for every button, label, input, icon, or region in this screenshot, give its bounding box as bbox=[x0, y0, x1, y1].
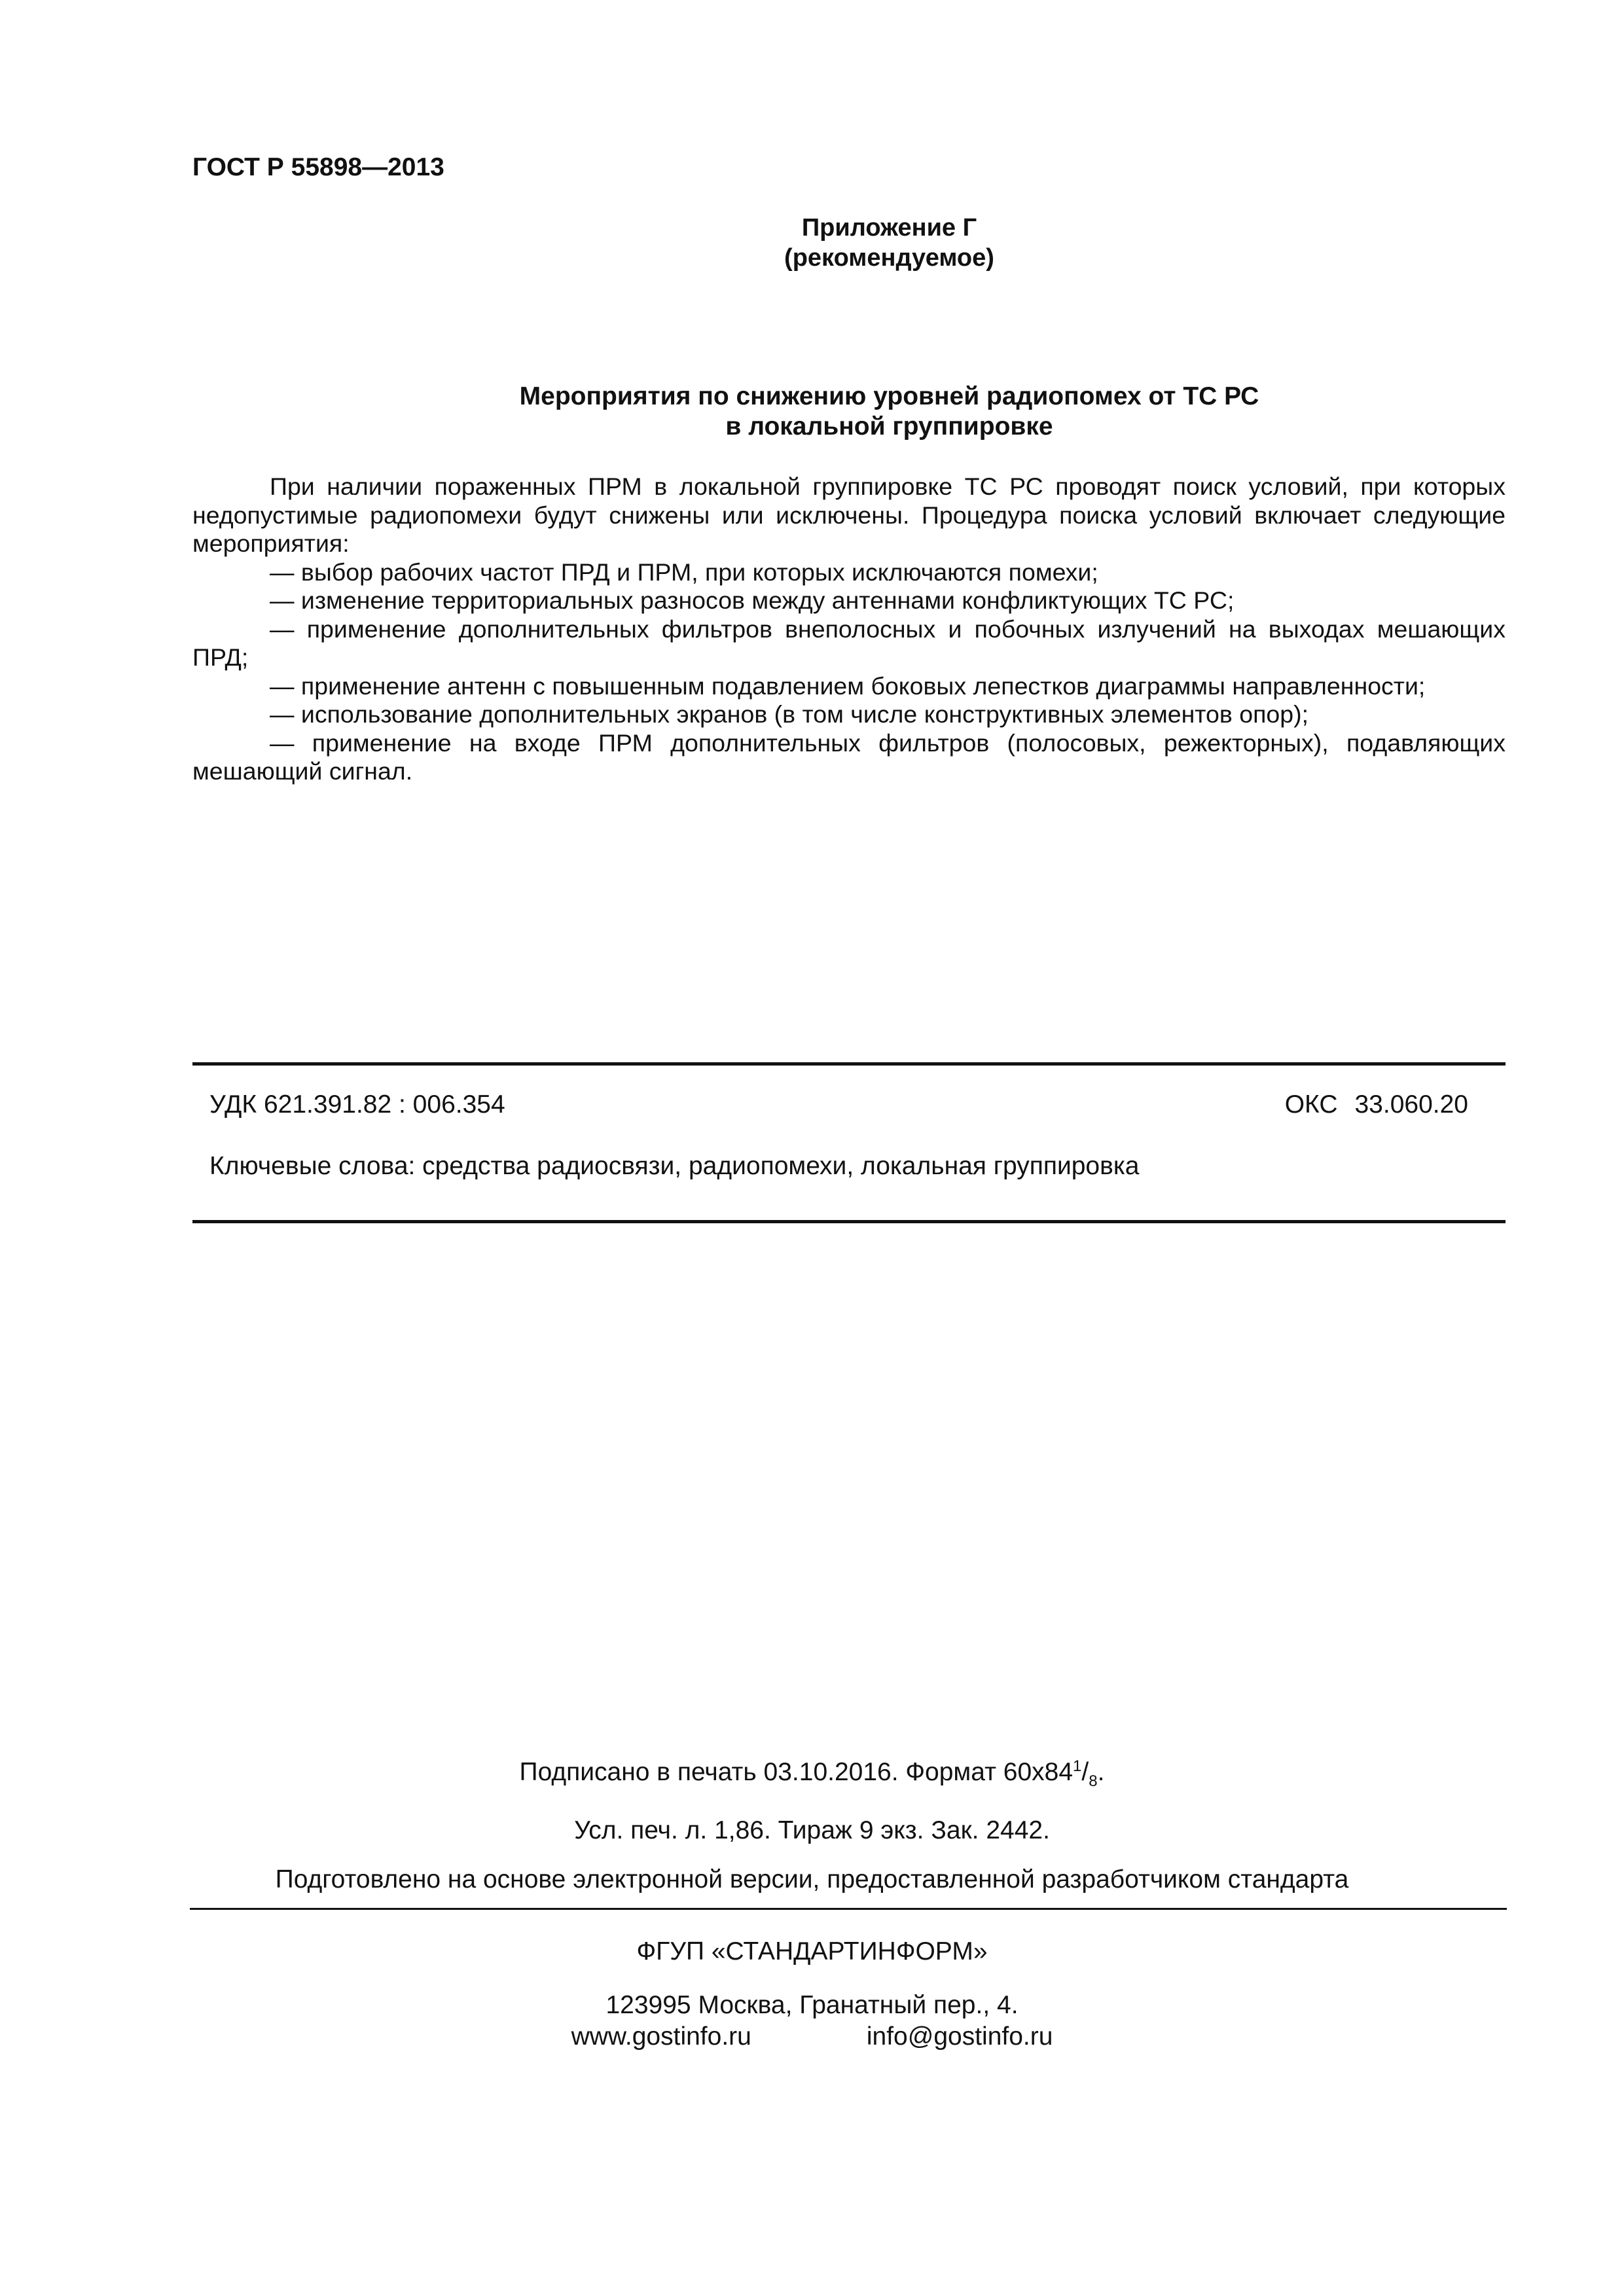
intro-paragraph: При наличии пораженных ПРМ в локальной группировке ТС РС проводят поиск условий, при которых недопустимые радиопомехи будут снижены или исключены. Процедура поиска условий включает следующие мероприятия: bbox=[192, 473, 1506, 557]
imprint-divider bbox=[190, 1908, 1507, 1910]
list-item: — применение на входе ПРМ дополнительных фильтров (полосовых, режекторных), подавляющих мешающий сигнал. bbox=[192, 728, 1506, 785]
appendix-title: Приложение Г bbox=[801, 214, 977, 242]
appendix-status: (рекомендуемое) bbox=[784, 244, 994, 272]
appendix-heading bbox=[0, 213, 1624, 273]
signed-text: Подписано в печать 03.10.2016. Формат 60х84 bbox=[519, 1758, 1074, 1786]
format-end: . bbox=[1097, 1758, 1105, 1786]
publisher-contacts bbox=[0, 2022, 1624, 2051]
list-item: — использование дополнительных экранов (в том числе конструктивных элементов опор); bbox=[270, 700, 1309, 728]
bottom-divider bbox=[192, 1220, 1506, 1223]
email-link[interactable]: info@gostinfo.ru bbox=[866, 2022, 1053, 2051]
oks-code bbox=[1285, 1090, 1468, 1119]
format-denominator: 8 bbox=[1089, 1772, 1098, 1790]
list-item: — применение антенн с повышенным подавлением боковых лепестков диаграммы направленности; bbox=[270, 672, 1426, 700]
oks-value: 33.060.20 bbox=[1354, 1090, 1468, 1119]
list-item: — выбор рабочих частот ПРД и ПРМ, при которых исключаются помехи; bbox=[270, 558, 1098, 586]
oks-label: ОКС bbox=[1284, 1090, 1338, 1119]
signed-for-print bbox=[0, 1757, 1624, 1791]
section-title-line-1: Мероприятия по снижению уровней радиопомех от ТС РС bbox=[519, 382, 1259, 410]
website-link[interactable]: www.gostinfo.ru bbox=[571, 2022, 751, 2051]
format-numerator: 1 bbox=[1073, 1757, 1082, 1775]
print-sheets: Усл. печ. л. 1,86. Тираж 9 экз. Зак. 2442. bbox=[574, 1816, 1050, 1844]
publisher-address: 123995 Москва, Гранатный пер., 4. bbox=[605, 1991, 1019, 2019]
publisher-name: ФГУП «СТАНДАРТИНФОРМ» bbox=[636, 1937, 988, 1965]
document-code: ГОСТ Р 55898—2013 bbox=[192, 153, 444, 181]
keywords: Ключевые слова: средства радиосвязи, радиопомехи, локальная группировка bbox=[209, 1152, 1140, 1180]
body-text bbox=[192, 473, 1506, 786]
format-slash: / bbox=[1081, 1758, 1089, 1786]
top-divider bbox=[192, 1062, 1506, 1066]
list-item: — изменение территориальных разносов между антеннами конфликтующих ТС РС; bbox=[270, 586, 1235, 614]
udk-code: УДК 621.391.82 : 006.354 bbox=[209, 1090, 505, 1119]
section-title-line-2: в локальной группировке bbox=[725, 412, 1053, 440]
prepared-note: Подготовлено на основе электронной версии, предоставленной разработчиком стандарта bbox=[275, 1865, 1349, 1893]
list-item: — применение дополнительных фильтров внеполосных и побочных излучений на выходах мешающих ПРД; bbox=[192, 615, 1506, 671]
section-heading bbox=[0, 382, 1624, 442]
